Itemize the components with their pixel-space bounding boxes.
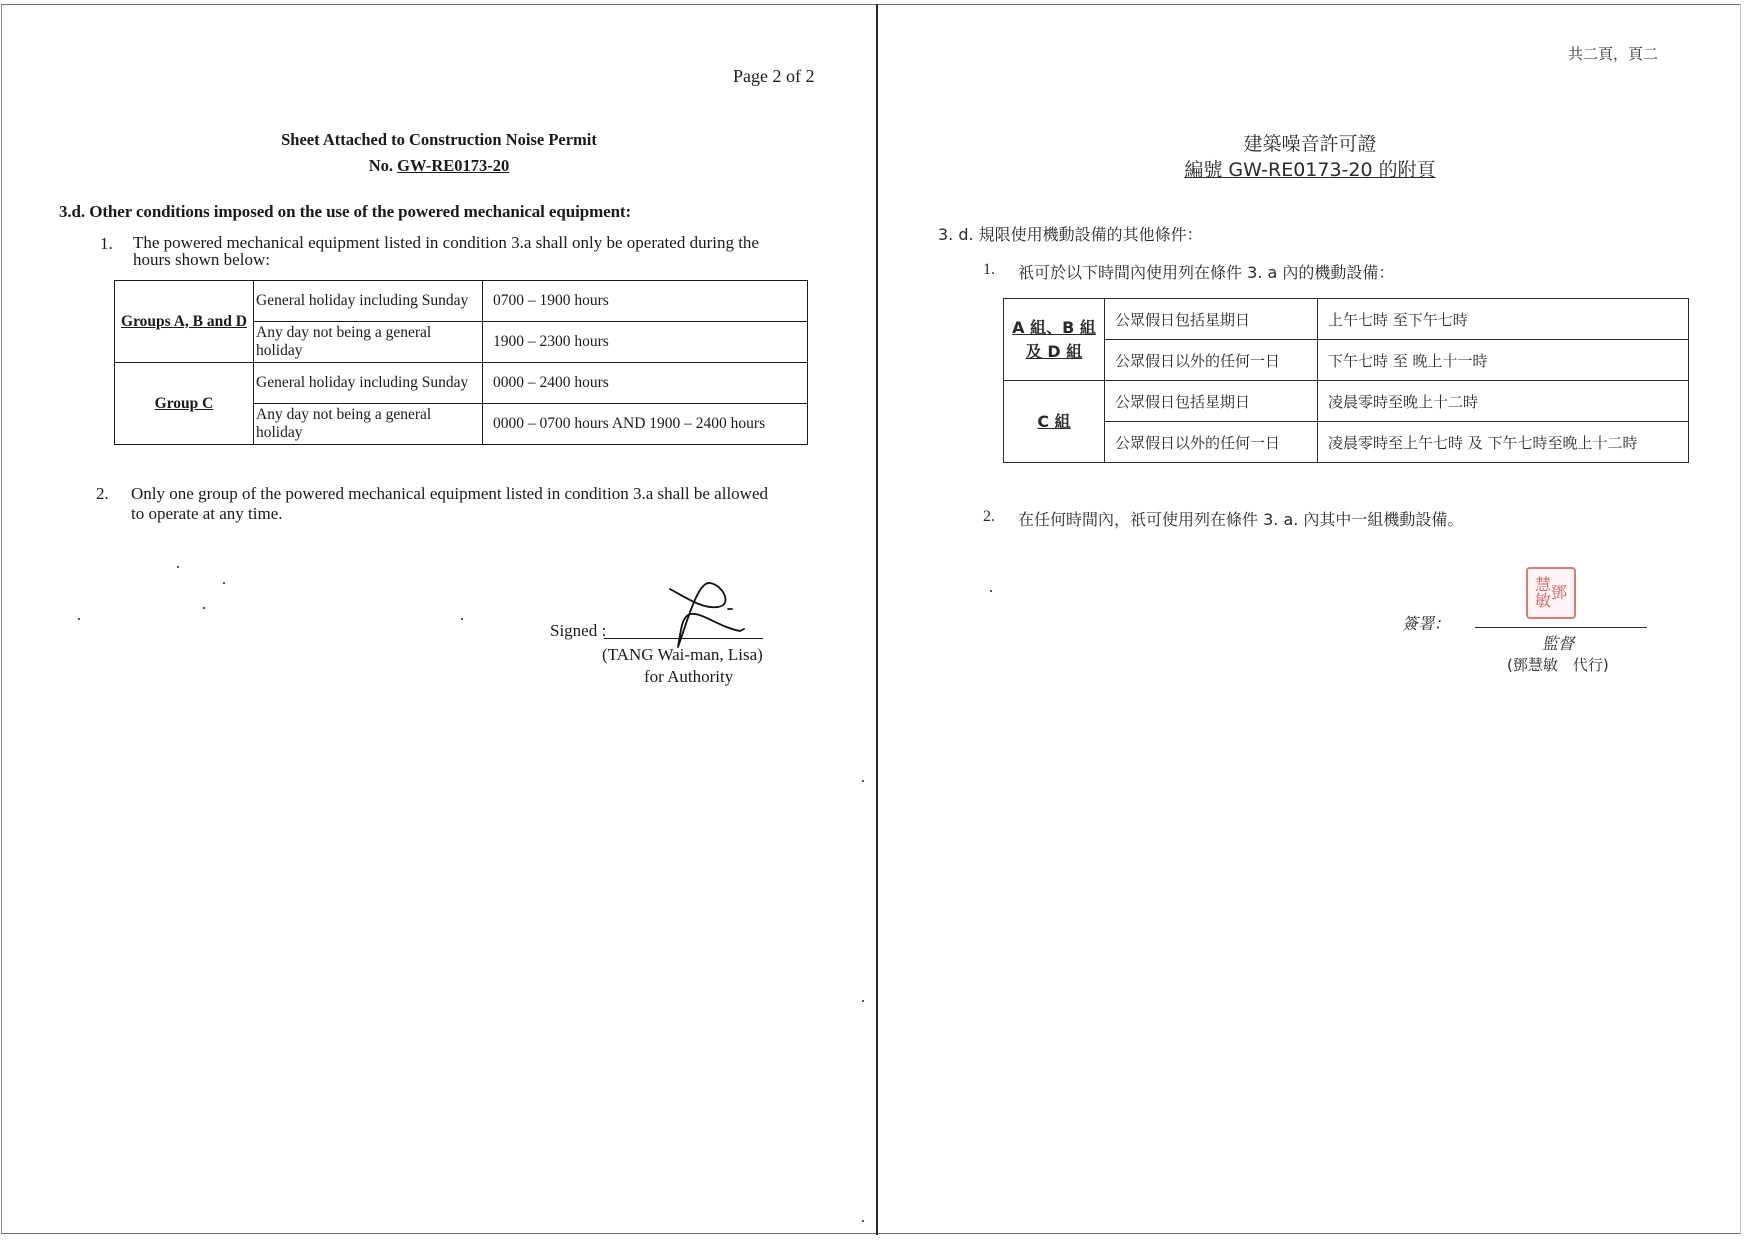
signer-name: (TANG Wai-man, Lisa) (602, 645, 763, 664)
day-cell: Any day not being a general holiday (254, 404, 483, 445)
item-text: The powered mechanical equipment listed in condition 3.a shall only be operated during the hours shown below: (133, 233, 759, 269)
table-row (1004, 340, 1689, 381)
item-text: 祇可於以下時間內使用列在條件 3. a 內的機動設備： (1018, 263, 1395, 282)
scan-speck (203, 607, 205, 609)
permit-number-line: 編號 GW-RE0173-20 的附頁 (1184, 159, 1436, 181)
signer-name: (鄧慧敏 代行) (1507, 656, 1609, 674)
page-divider (876, 4, 878, 1235)
day-cell: 公眾假日以外的任何一日 (1105, 422, 1318, 463)
english-page (2, 4, 876, 1234)
permit-number: GW-RE0173-20 (397, 156, 510, 175)
scan-speck (862, 1000, 864, 1002)
hours-cell: 凌晨零時至上午七時 及 下午七時至晚上十二時 (1318, 422, 1689, 463)
scan-speck (177, 566, 179, 568)
page-number: Page 2 of 2 (733, 66, 815, 86)
day-cell: General holiday including Sunday (254, 363, 483, 404)
group-cell (1004, 381, 1105, 463)
item-number: 2. (983, 508, 995, 525)
signer-role: 監督 (1542, 634, 1575, 653)
scan-speck (862, 1220, 864, 1222)
page-number: 共二頁，頁二 (1568, 45, 1659, 63)
table-row (1004, 299, 1689, 340)
signature-line (1475, 627, 1647, 628)
hours-cell: 0700 – 1900 hours (483, 281, 808, 322)
table-row (1004, 422, 1689, 463)
permit-number-line (2, 156, 876, 176)
signer-role: for Authority (644, 667, 734, 686)
scan-speck (78, 618, 80, 620)
scan-speck (862, 780, 864, 782)
day-cell: General holiday including Sunday (254, 281, 483, 322)
scan-speck (461, 618, 463, 620)
document-title: 建築噪音許可證 (1243, 133, 1377, 155)
hours-cell: 上午七時 至下午七時 (1318, 299, 1689, 340)
official-seal-stamp (1526, 567, 1576, 619)
hours-cell: 0000 – 2400 hours (483, 363, 808, 404)
operating-hours-table (1003, 298, 1689, 463)
item-number: 1. (983, 261, 995, 278)
group-name-line: C 組 (1037, 411, 1071, 431)
table-row (115, 281, 808, 322)
item-number: 2. (96, 484, 109, 503)
day-cell: 公眾假日包括星期日 (1105, 381, 1318, 422)
chinese-page (879, 4, 1741, 1234)
scan-speck (223, 582, 225, 584)
seal-column (1535, 577, 1551, 609)
item-text: Only one group of the powered mechanical equipment listed in condition 3.a shall be allowed to operate at any time. (131, 484, 768, 523)
group-cell: Group C (115, 363, 254, 445)
section-heading: 3. d. 規限使用機動設備的其他條件： (938, 225, 1203, 244)
signed-label: 簽署： (1402, 614, 1451, 633)
seal-char: 敏 (1534, 591, 1551, 610)
handwritten-signature-icon (648, 579, 758, 649)
day-cell: Any day not being a general holiday (254, 322, 483, 363)
group-name-line: A 組、B 組 (1012, 317, 1096, 337)
hours-cell: 下午七時 至 晚上十一時 (1318, 340, 1689, 381)
signed-label: Signed : (550, 621, 607, 640)
item-number: 1. (100, 234, 113, 253)
table-row (115, 363, 808, 404)
group-name-line: 及 D 組 (1025, 341, 1083, 361)
section-heading: 3.d. Other conditions imposed on the use of the powered mechanical equipment: (59, 202, 632, 221)
hours-cell: 0000 – 0700 hours AND 1900 – 2400 hours (483, 404, 808, 445)
seal-column (1551, 585, 1567, 601)
seal-char: 鄧 (1551, 583, 1568, 602)
group-cell (1004, 299, 1105, 381)
day-cell: 公眾假日以外的任何一日 (1105, 340, 1318, 381)
hours-cell: 凌晨零時至晚上十二時 (1318, 381, 1689, 422)
table-row (1004, 381, 1689, 422)
item-text: 在任何時間內，祇可使用列在條件 3. a. 內其中一組機動設備。 (1018, 510, 1464, 529)
day-cell: 公眾假日包括星期日 (1105, 299, 1318, 340)
hours-cell: 1900 – 2300 hours (483, 322, 808, 363)
scan-speck (990, 590, 992, 592)
operating-hours-table (114, 280, 808, 445)
document-title: Sheet Attached to Construction Noise Permit (281, 130, 597, 149)
group-cell: Groups A, B and D (115, 281, 254, 363)
permit-number-prefix: No. (368, 156, 394, 175)
seal-char: 慧 (1534, 575, 1551, 594)
